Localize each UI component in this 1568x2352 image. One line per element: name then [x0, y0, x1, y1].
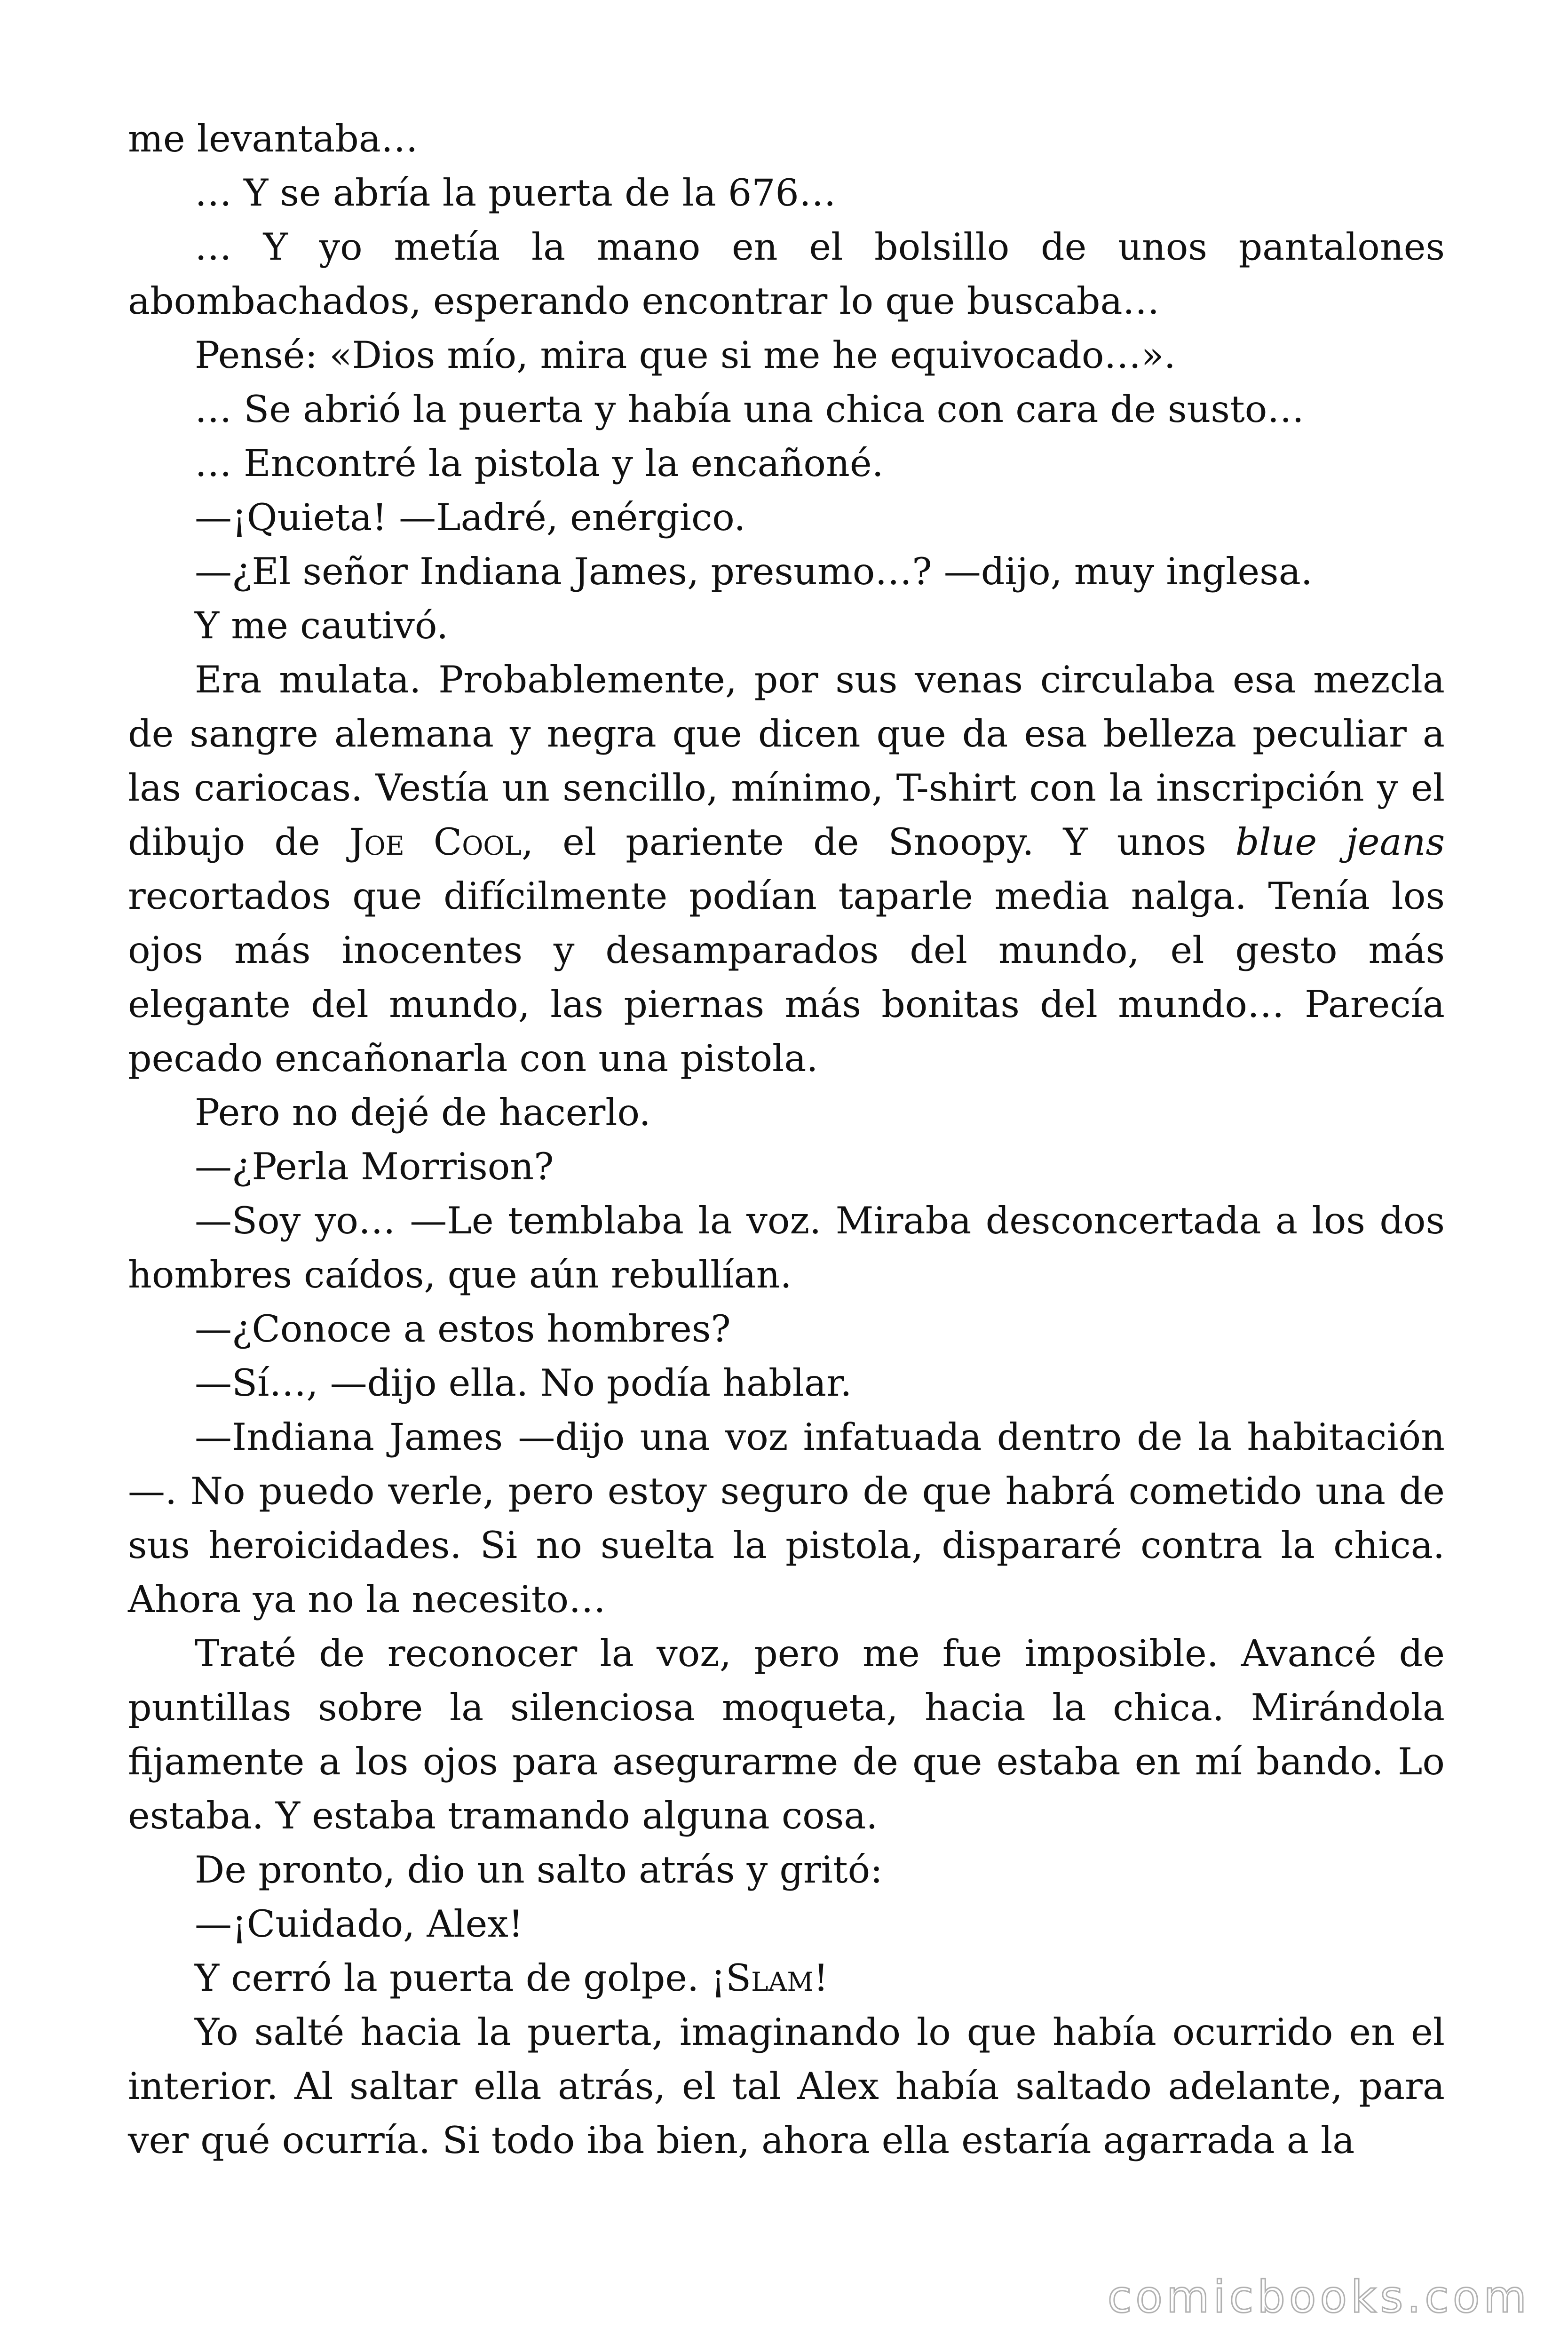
paragraph: —Indiana James —dijo una voz infatuada dentro de la habitación—. No puedo verle, pero estoy seguro de que habrá cometido una de sus heroicidades. Si no suelta la pistola, dispararé contra la chica. Ahora ya no la necesito… [128, 1415, 1445, 1621]
italic-text: blue jeans [1235, 820, 1445, 864]
paragraph: —¿Perla Morrison? [195, 1145, 554, 1188]
paragraph [128, 653, 1445, 1086]
watermark: comicbooks.com [1107, 2272, 1530, 2323]
text-run: Era mulata. Probablemente, por sus venas circulaba esa mezcla de sangre alemana y negra que dicen que da esa belleza peculiar a las cariocas. Vestía un sencillo, mínimo, T-shirt con la inscripción y el dibujo de [128, 658, 1445, 864]
paragraph [128, 1951, 1445, 2005]
paragraph: —Soy yo… —Le temblaba la voz. Miraba desconcertada a los dos hombres caídos, que aún rebullían. [128, 1199, 1445, 1296]
paragraph: —¡Quieta! —Ladré, enérgico. [195, 496, 746, 539]
text-run: ! [813, 1956, 829, 2000]
paragraph: —Sí…, —dijo ella. No podía hablar. [195, 1361, 852, 1405]
paragraph: Pero no dejé de hacerlo. [195, 1091, 651, 1134]
paragraph: Yo salté hacia la puerta, imaginando lo que había ocurrido en el interior. Al saltar ella atrás, el tal Alex había saltado adelante, para ver qué ocurría. Si todo iba bien, ahora ella estaría agarrada a la [128, 2010, 1445, 2162]
text-run: Y cerró la puerta de golpe. ¡ [195, 1956, 726, 2000]
paragraph: —¿El señor Indiana James, presumo…? —dijo, muy inglesa. [195, 550, 1313, 593]
paragraph: —¡Cuidado, Alex! [195, 1902, 523, 1946]
text-run: , el pariente de Snoopy. Y unos [521, 820, 1235, 864]
paragraph: Y me cautivó. [195, 604, 449, 647]
paragraph: … Y yo metía la mano en el bolsillo de unos pantalones abombachados, esperando encontrar lo que buscaba… [128, 225, 1445, 323]
paragraph: … Y se abría la puerta de la 676… [195, 171, 836, 215]
text-run: recortados que difícilmente podían taparle media nalga. Tenía los ojos más inocentes y desamparados del mundo, el gesto más elegante del mundo, las piernas más bonitas del mundo… Parecía pecado encañonarla con una pistola. [128, 874, 1445, 1080]
paragraph: Traté de reconocer la voz, pero me fue imposible. Avancé de puntillas sobre la silenciosa moqueta, hacia la chica. Mirándola fijamente a los ojos para asegurarme de que estaba en mí bando. Lo estaba. Y estaba tramando alguna cosa. [128, 1632, 1445, 1837]
paragraph: … Encontré la pistola y la encañoné. [195, 442, 884, 485]
document-page [128, 112, 1445, 2168]
paragraph: Pensé: «Dios mío, mira que si me he equivocado…». [195, 334, 1176, 377]
paragraph: De pronto, dio un salto atrás y gritó: [195, 1848, 883, 1891]
paragraph: —¿Conoce a estos hombres? [195, 1307, 731, 1351]
small-caps-text: Joe Cool [349, 820, 522, 864]
paragraph: me levantaba… [128, 117, 418, 160]
small-caps-text: Slam [726, 1956, 814, 2000]
paragraph: … Se abrió la puerta y había una chica con cara de susto… [195, 388, 1305, 431]
